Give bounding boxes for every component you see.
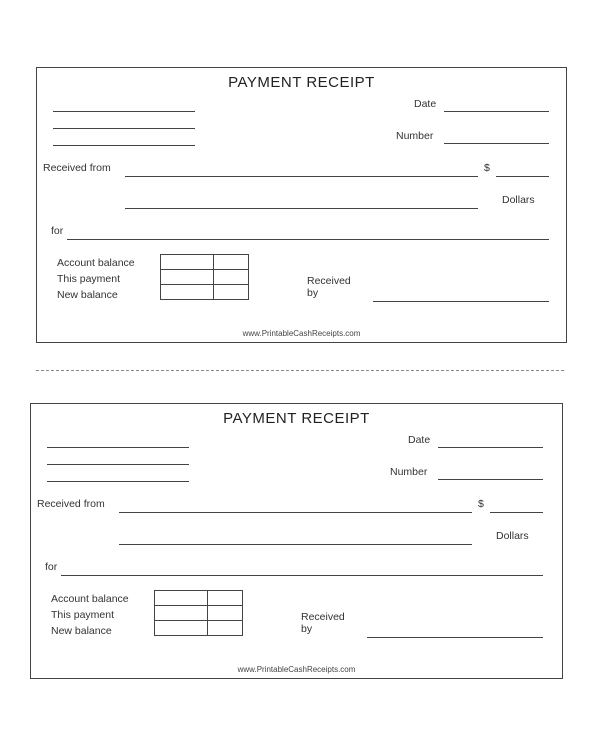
dollars-label: Dollars <box>496 530 529 542</box>
this-payment-cell[interactable] <box>161 270 214 285</box>
for-field[interactable] <box>61 575 543 576</box>
amount-in-words-field[interactable] <box>125 208 478 209</box>
payer-name-field[interactable] <box>47 447 189 448</box>
number-field[interactable] <box>438 479 543 480</box>
date-label: Date <box>408 434 431 446</box>
amount-field[interactable] <box>490 512 543 513</box>
receipt-title: PAYMENT RECEIPT <box>223 410 370 427</box>
payment-receipt-2 <box>30 403 563 679</box>
payer-address-field-1[interactable] <box>53 128 195 129</box>
account-balance-cents-cell[interactable] <box>208 591 243 606</box>
account-balance-label: Account balance <box>57 257 135 269</box>
new-balance-cents-cell[interactable] <box>214 285 249 300</box>
date-field[interactable] <box>438 447 543 448</box>
new-balance-label: New balance <box>57 289 118 301</box>
for-field[interactable] <box>67 239 549 240</box>
new-balance-cell[interactable] <box>155 621 208 636</box>
by-label: by <box>301 623 313 635</box>
account-balance-cents-cell[interactable] <box>214 255 249 270</box>
account-balance-cell[interactable] <box>161 255 214 270</box>
amount-field[interactable] <box>496 176 549 177</box>
footer-website: www.PrintableCashReceipts.com <box>242 329 361 338</box>
account-balance-label: Account balance <box>51 593 129 605</box>
date-field[interactable] <box>444 111 549 112</box>
new-balance-cell[interactable] <box>161 285 214 300</box>
this-payment-cents-cell[interactable] <box>208 606 243 621</box>
balance-table <box>160 254 249 300</box>
cut-line-divider <box>36 370 564 371</box>
received-from-field[interactable] <box>119 512 472 513</box>
received-from-label: Received from <box>37 498 105 510</box>
dollars-label: Dollars <box>502 194 535 206</box>
payer-address-field-2[interactable] <box>47 481 189 482</box>
new-balance-row <box>155 621 243 636</box>
payment-receipt-1 <box>36 67 567 343</box>
number-field[interactable] <box>444 143 549 144</box>
account-balance-row <box>161 255 249 270</box>
by-label: by <box>307 287 319 299</box>
received-by-field[interactable] <box>373 301 549 302</box>
received-by-field[interactable] <box>367 637 543 638</box>
payer-name-field[interactable] <box>53 111 195 112</box>
received-from-field[interactable] <box>125 176 478 177</box>
this-payment-row <box>161 270 249 285</box>
account-balance-row <box>155 591 243 606</box>
dollar-sign: $ <box>484 162 490 174</box>
for-label: for <box>45 561 58 573</box>
account-balance-cell[interactable] <box>155 591 208 606</box>
received-label: Received <box>301 611 345 623</box>
for-label: for <box>51 225 64 237</box>
date-label: Date <box>414 98 437 110</box>
dollar-sign: $ <box>478 498 484 510</box>
new-balance-cents-cell[interactable] <box>208 621 243 636</box>
footer-website: www.PrintableCashReceipts.com <box>237 665 356 674</box>
this-payment-row <box>155 606 243 621</box>
new-balance-row <box>161 285 249 300</box>
payer-address-field-1[interactable] <box>47 464 189 465</box>
payer-address-field-2[interactable] <box>53 145 195 146</box>
new-balance-label: New balance <box>51 625 112 637</box>
receipt-title: PAYMENT RECEIPT <box>228 74 375 91</box>
this-payment-cell[interactable] <box>155 606 208 621</box>
number-label: Number <box>390 466 428 478</box>
number-label: Number <box>396 130 434 142</box>
this-payment-label: This payment <box>51 609 115 621</box>
balance-table <box>154 590 243 636</box>
amount-in-words-field[interactable] <box>119 544 472 545</box>
this-payment-cents-cell[interactable] <box>214 270 249 285</box>
received-from-label: Received from <box>43 162 111 174</box>
received-label: Received <box>307 275 351 287</box>
this-payment-label: This payment <box>57 273 121 285</box>
